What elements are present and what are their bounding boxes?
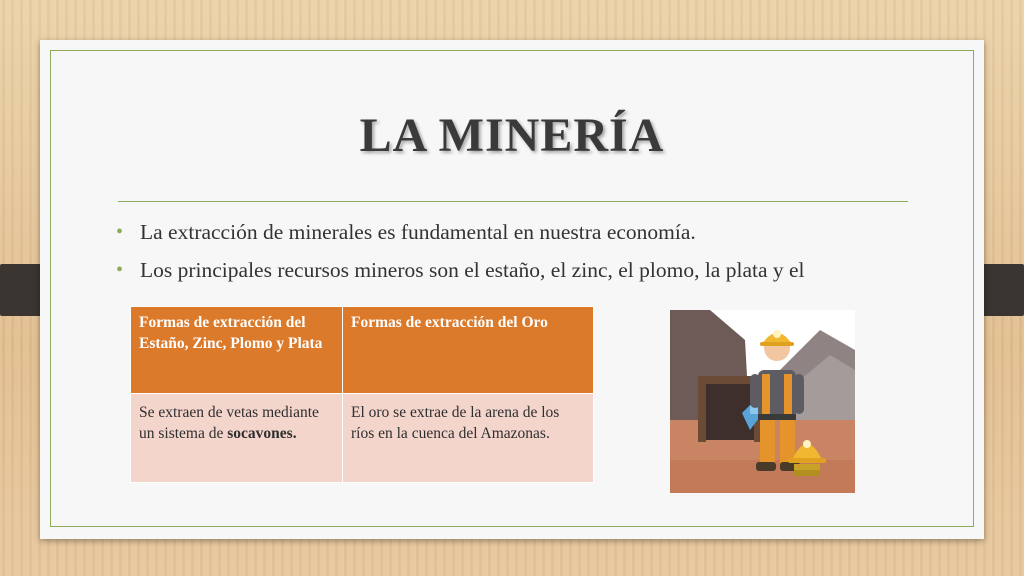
bullet-item [116,218,906,246]
title-divider [118,201,908,202]
table-cell: El oro se extrae de la arena de los ríos en la cuenca del Amazonas. [343,394,594,483]
bullet-dot-icon: • [116,259,124,281]
bullet-list [116,218,906,294]
table-header-cell: Formas de extracción del Oro [343,307,594,394]
table-header-cell: Formas de extracción del Estaño, Zinc, Plomo y Plata [131,307,343,394]
table-row [131,394,594,483]
miner-illustration [670,310,855,493]
miner-illustration-icon [670,310,855,493]
cell-bold-text: socavones. [227,425,297,442]
bullet-text: La extracción de minerales es fundamental en nuestra economía. [140,220,696,244]
cell-text: Se extraen de vetas mediante un sistema de [139,404,319,442]
slide [40,40,984,539]
bullet-text: Los principales recursos mineros son el estaño, el zinc, el plomo, la plata y el [140,258,805,282]
bullet-item [116,256,906,284]
table-header-row [131,307,594,394]
bullet-dot-icon: • [116,221,124,243]
extraction-table [130,306,594,483]
table-cell [131,394,343,483]
slide-title: LA MINERÍA [359,109,665,162]
